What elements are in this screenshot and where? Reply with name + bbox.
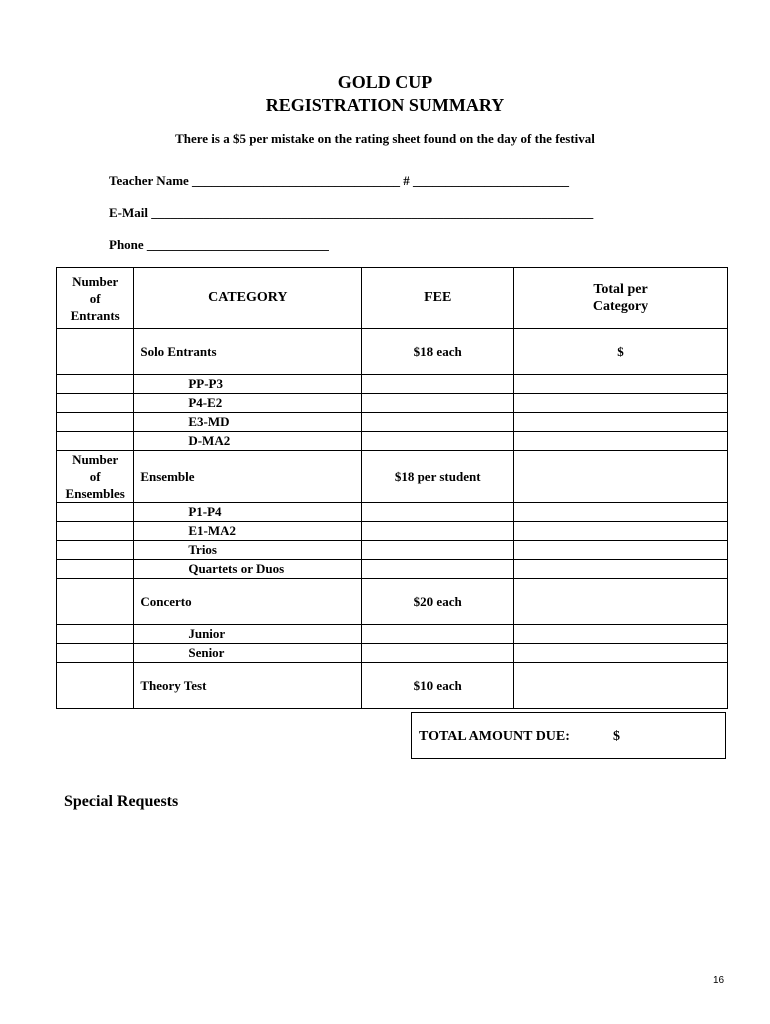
table-row [57,432,728,451]
total-amount-box[interactable] [411,712,726,759]
concerto-fee: $20 each [362,579,514,625]
table-row [57,394,728,413]
table-row [57,541,728,560]
theory-total-cell[interactable] [514,663,728,709]
registration-table [56,267,728,709]
table-row [57,413,728,432]
mistake-notice: There is a $5 per mistake on the rating sheet found on the day of the festival [175,131,595,146]
phone-field[interactable]: Phone ____________________________ [109,237,329,252]
page-number: 16 [713,975,725,986]
email-field[interactable]: E-Mail ____________________________________________________________________ [109,205,594,220]
concerto-total-cell[interactable] [514,579,728,625]
entrants-header: Number of Entrants [57,268,134,329]
concerto-count-cell[interactable] [57,579,134,625]
solo-label: Solo Entrants [134,329,362,375]
solo-fee: $18 each [362,329,514,375]
total-amount-dollar: $ [613,729,620,744]
theory-fee: $10 each [362,663,514,709]
ensemble-label: Ensemble [134,451,362,503]
title-line-2: REGISTRATION SUMMARY [265,95,505,115]
ensemble-total-cell[interactable] [514,451,728,503]
total-header: Total per Category [514,268,728,329]
concerto-row [57,579,728,625]
table-row [57,644,728,663]
solo-total-cell[interactable]: $ [514,329,728,375]
solo-row [57,329,728,375]
table-row [57,375,728,394]
level-label: E1-MA2 [134,522,362,541]
table-row [57,560,728,579]
teacher-name-field[interactable]: Teacher Name ________________________________ # ________________________ [109,173,570,188]
table-row [57,522,728,541]
category-header: CATEGORY [134,268,362,329]
level-label: P1-P4 [134,503,362,522]
level-label: Trios [134,541,362,560]
fee-header: FEE [362,268,514,329]
special-requests-heading: Special Requests [64,793,179,810]
table-row [57,503,728,522]
level-label: P4-E2 [134,394,362,413]
theory-row [57,663,728,709]
level-label: Senior [134,644,362,663]
level-label: D-MA2 [134,432,362,451]
ensembles-count-cell[interactable]: Number of Ensembles [57,451,134,503]
table-header-row [57,268,728,329]
total-amount-label: TOTAL AMOUNT DUE: [419,729,570,744]
concerto-label: Concerto [134,579,362,625]
level-label: E3-MD [134,413,362,432]
title-line-1: GOLD CUP [337,72,433,92]
ensemble-fee: $18 per student [362,451,514,503]
ensemble-row [57,451,728,503]
table-row [57,625,728,644]
theory-count-cell[interactable] [57,663,134,709]
level-label: Junior [134,625,362,644]
theory-label: Theory Test [134,663,362,709]
level-label: Quartets or Duos [134,560,362,579]
solo-count-cell[interactable] [57,329,134,375]
level-label: PP-P3 [134,375,362,394]
